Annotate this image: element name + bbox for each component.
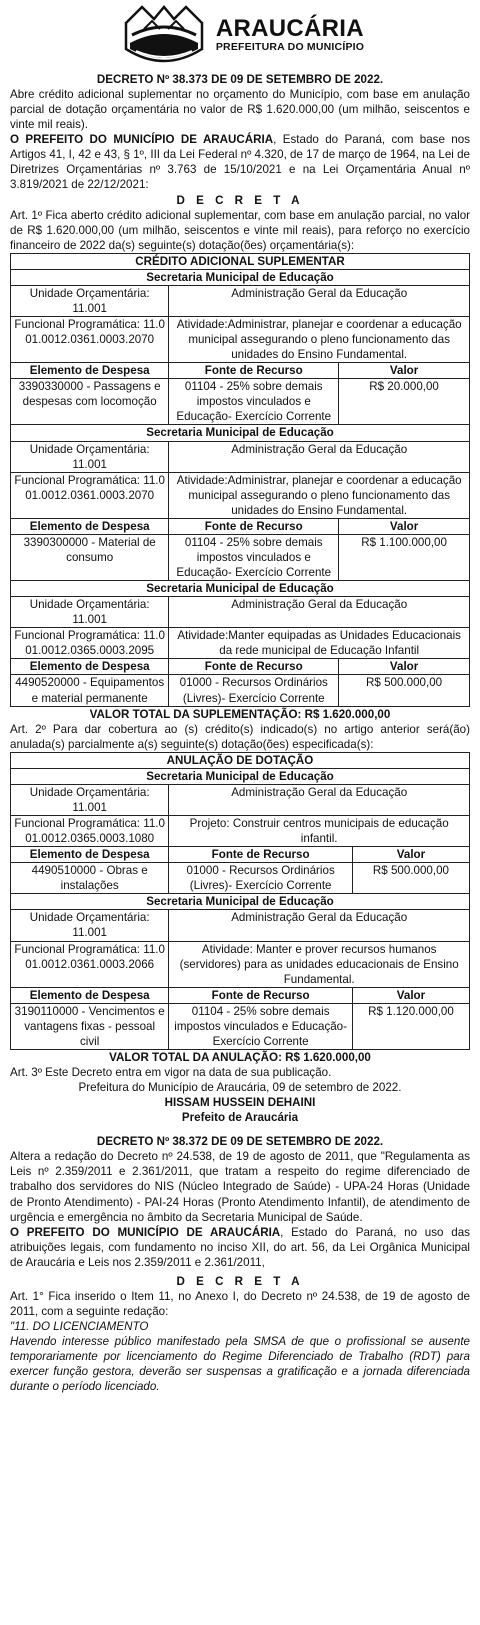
decree-1-signer-role: Prefeito de Araucária bbox=[181, 1111, 299, 1125]
logo-text bbox=[216, 17, 364, 53]
credit-block-fonte: 01000 - Recursos Ordinários (Livres)- Exercício Corrente bbox=[169, 675, 339, 706]
decree-1-signer: HISSAM HUSSEIN DEHAINI bbox=[164, 1096, 316, 1110]
credit-block-unidade-label: Unidade Orçamentária: 11.001 bbox=[11, 285, 169, 316]
annul-block-elemento: 4490510000 - Obras e instalações bbox=[11, 863, 169, 894]
credit-col-fonte-header: Fonte de Recurso bbox=[169, 659, 339, 675]
credit-block-unidade-label: Unidade Orçamentária: 11.001 bbox=[11, 441, 169, 472]
credit-block-unidade-label: Unidade Orçamentária: 11.001 bbox=[11, 597, 169, 628]
credit-block-funcional-value: Atividade:Manter equipadas as Unidades Educacionais da rede municipal de Educação Infantil bbox=[169, 628, 470, 659]
decree-2-item-title: "11. DO LICENCIAMENTO bbox=[10, 1320, 149, 1333]
credit-block-elemento: 3390300000 - Material de consumo bbox=[11, 534, 169, 580]
annul-col-elemento-header: Elemento de Despesa bbox=[11, 847, 169, 863]
credit-block-secretaria: Secretaria Municipal de Educação bbox=[11, 425, 470, 441]
credit-block-valor: R$ 1.100.000,00 bbox=[339, 534, 470, 580]
annul-col-fonte-header: Fonte de Recurso bbox=[169, 987, 353, 1003]
decree-1-preamble bbox=[10, 132, 470, 192]
credit-block-funcional-value: Atividade:Administrar, planejar e coordenar a educação municipal assegurando o pleno funcionamento das unidades do Ensino Fundamental. bbox=[169, 317, 470, 363]
annul-block-unidade-label: Unidade Orçamentária: 11.001 bbox=[11, 910, 169, 941]
annul-total: VALOR TOTAL DA ANULAÇÃO: R$ 1.620.000,00 bbox=[109, 1050, 371, 1064]
decree-2-art1: Art. 1° Fica inserido o Item 11, no Anexo I, do Decreto nº 24.538, de 19 de agosto de 2011, com a seguinte redação: bbox=[10, 1289, 470, 1318]
credit-col-fonte-header: Fonte de Recurso bbox=[169, 518, 339, 534]
annul-block-funcional-label: Funcional Programática: 11.001.0012.0361.0003.2066 bbox=[11, 941, 169, 987]
decree-2-item-text: Havendo interesse público manifestado pela SMSA de que o profissional se ausente temporariamente por licenciamento do Regime Diferenciado de Trabalho (RDT) para exercer função gestora, deverão ser suspensas a gratificação e a jornada diferenciada durante o período licenciado. bbox=[10, 1335, 470, 1394]
annul-col-valor-header: Valor bbox=[352, 847, 469, 863]
credit-col-fonte-header: Fonte de Recurso bbox=[169, 363, 339, 379]
credit-block-funcional-label: Funcional Programática: 11.001.0012.0365.0003.2095 bbox=[11, 628, 169, 659]
credit-col-valor-header: Valor bbox=[339, 659, 470, 675]
annul-col-fonte-header: Fonte de Recurso bbox=[169, 847, 353, 863]
credit-block-unidade-value: Administração Geral da Educação bbox=[169, 285, 470, 316]
credit-col-valor-header: Valor bbox=[339, 518, 470, 534]
credit-block-secretaria: Secretaria Municipal de Educação bbox=[11, 581, 470, 597]
annul-block-secretaria: Secretaria Municipal de Educação bbox=[11, 768, 470, 784]
annul-block-fonte: 01104 - 25% sobre demais impostos vinculados e Educação- Exercício Corrente bbox=[169, 1003, 353, 1049]
decree-1-art1: Art. 1º Fica aberto crédito adicional suplementar, com base em anulação parcial, no valor de R$ 1.620.000,00 (um milhão, seiscentos e vinte mil reais), para reforço no exercício financeiro de 2022 da(s) seguinte(s) dotação(ões) orçamentária(s): bbox=[10, 208, 470, 252]
decree-2-summary: Altera a redação do Decreto nº 24.538, de 19 de agosto de 2011, que "Regulamenta as Leis nº 2.359/2011 e 2.361/2011, que tratam a respeito do regime diferenciado de trabalho dos servidores do NIS (Núcleo Integrado de Saúde) - UPA-24 Horas (Unidade de Pronto Atendimento) - PAI-24 Horas (Pronto Atendimento Infantil), de atendimento de urgência e emergência no âmbito da Secretaria Municipal de Saúde. bbox=[10, 1150, 470, 1224]
decree-1-art2: Art. 2º Para dar cobertura ao (s) crédito(s) indicado(s) no artigo anterior será(ão) anulada(s) parcialmente a(s) seguinte(s) dotação(ões) especificada(s): bbox=[10, 722, 470, 751]
decree-1-title: DECRETO Nº 38.373 DE 09 DE SETEMBRO DE 2022. bbox=[96, 73, 384, 86]
credit-col-elemento-header: Elemento de Despesa bbox=[11, 659, 169, 675]
decree-1-art3: Art. 3º Este Decreto entra em vigor na data de sua publicação. bbox=[10, 1066, 332, 1079]
annul-block-elemento: 3190110000 - Vencimentos e vantagens fixas - pessoal civil bbox=[11, 1003, 169, 1049]
credit-block-fonte: 01104 - 25% sobre demais impostos vinculados e Educação- Exercício Corrente bbox=[169, 379, 339, 425]
annul-table bbox=[10, 752, 470, 1050]
decree-2-preamble-rest: , Estado do Paraná, no uso das atribuições legais, com fundamento no inciso XII, do art. 56, da Lei Orgânica Municipal de Araucária e Leis nos 2.359/2011 e 2.361/2011, bbox=[10, 1225, 470, 1269]
credit-block-valor: R$ 20.000,00 bbox=[339, 379, 470, 425]
decree-1-preamble-rest: , Estado do Paraná, com base nos Artigos 41, I, 42 e 43, § 1º, III da Lei Federal nº 4.320, de 17 de março de 1964, na Lei de Diretrizes Orçamentárias nº 3.763 de 15/10/2021 e na Lei Orçamentária Anual nº 3.819/2021 de 22/12/2021: bbox=[10, 133, 470, 192]
decree-2-title: DECRETO Nº 38.372 DE 09 DE SETEMBRO DE 2022. bbox=[96, 1135, 384, 1149]
annul-col-valor-header: Valor bbox=[352, 987, 469, 1003]
municipality-name: ARAUCÁRIA bbox=[215, 15, 364, 43]
annul-block-funcional-label: Funcional Programática: 11.001.0012.0365.0003.1080 bbox=[11, 816, 169, 847]
credit-block-elemento: 4490520000 - Equipamentos e material permanente bbox=[11, 675, 169, 706]
credit-block-funcional-label: Funcional Programática: 11.001.0012.0361.0003.2070 bbox=[11, 317, 169, 363]
credit-block-secretaria: Secretaria Municipal de Educação bbox=[11, 269, 470, 285]
credit-table bbox=[10, 253, 470, 707]
araucaria-logo-icon bbox=[120, 3, 208, 67]
credit-col-valor-header: Valor bbox=[339, 363, 470, 379]
annul-block-fonte: 01000 - Recursos Ordinários (Livres)- Exercício Corrente bbox=[169, 863, 353, 894]
annul-block-valor: R$ 1.120.000,00 bbox=[352, 1003, 469, 1049]
decree-2-preamble bbox=[10, 1225, 470, 1270]
credit-block-unidade-value: Administração Geral da Educação bbox=[169, 441, 470, 472]
credit-block-valor: R$ 500.000,00 bbox=[339, 675, 470, 706]
annul-block-unidade-value: Administração Geral da Educação bbox=[169, 910, 470, 941]
municipality-subtitle: PREFEITURA DO MUNICÍPIO bbox=[215, 41, 365, 54]
credit-block-funcional-value: Atividade:Administrar, planejar e coordenar a educação municipal assegurando o pleno funcionamento das unidades do Ensino Fundamental. bbox=[169, 472, 470, 518]
credit-total: VALOR TOTAL DA SUPLEMENTAÇÃO: R$ 1.620.000,00 bbox=[89, 707, 391, 721]
decree-1-preamble-bold: O PREFEITO DO MUNICÍPIO DE ARAUCÁRIA bbox=[10, 133, 274, 147]
annul-block-funcional-value: Atividade: Manter e prover recursos humanos (servidores) para as unidades educacionais de Ensino Fundamental. bbox=[169, 941, 470, 987]
annul-col-elemento-header: Elemento de Despesa bbox=[11, 987, 169, 1003]
credit-block-unidade-value: Administração Geral da Educação bbox=[169, 597, 470, 628]
credit-col-elemento-header: Elemento de Despesa bbox=[11, 363, 169, 379]
decree-1-summary: Abre crédito adicional suplementar no orçamento do Município, com base em anulação parcial de dotação orçamentária no valor de R$ 1.620.000,00 (um milhão, seiscentos e vinte mil reais). bbox=[10, 88, 470, 132]
credit-block-funcional-label: Funcional Programática: 11.001.0012.0361.0003.2070 bbox=[11, 472, 169, 518]
annul-block-unidade-value: Administração Geral da Educação bbox=[169, 784, 470, 815]
decree-1-place-date: Prefeitura do Município de Araucária, 09 de setembro de 2022. bbox=[78, 1081, 402, 1095]
annul-table-title: ANULAÇÃO DE DOTAÇÃO bbox=[11, 752, 470, 768]
decree-1-decreta: D E C R E T A bbox=[176, 193, 304, 207]
annul-block-unidade-label: Unidade Orçamentária: 11.001 bbox=[11, 784, 169, 815]
credit-block-elemento: 3390330000 - Passagens e despesas com locomoção bbox=[11, 379, 169, 425]
header bbox=[14, 0, 470, 70]
credit-table-title: CRÉDITO ADICIONAL SUPLEMENTAR bbox=[11, 253, 470, 269]
annul-block-valor: R$ 500.000,00 bbox=[352, 863, 469, 894]
credit-block-fonte: 01104 - 25% sobre demais impostos vinculados e Educação- Exercício Corrente bbox=[169, 534, 339, 580]
annul-block-secretaria: Secretaria Municipal de Educação bbox=[11, 894, 470, 910]
credit-col-elemento-header: Elemento de Despesa bbox=[11, 518, 169, 534]
decree-2-preamble-bold: O PREFEITO DO MUNICÍPIO DE ARAUCÁRIA bbox=[10, 1225, 281, 1239]
annul-block-funcional-value: Projeto: Construir centros municipais de educação infantil. bbox=[169, 816, 470, 847]
decree-2-decreta: D E C R E T A bbox=[176, 1274, 304, 1288]
